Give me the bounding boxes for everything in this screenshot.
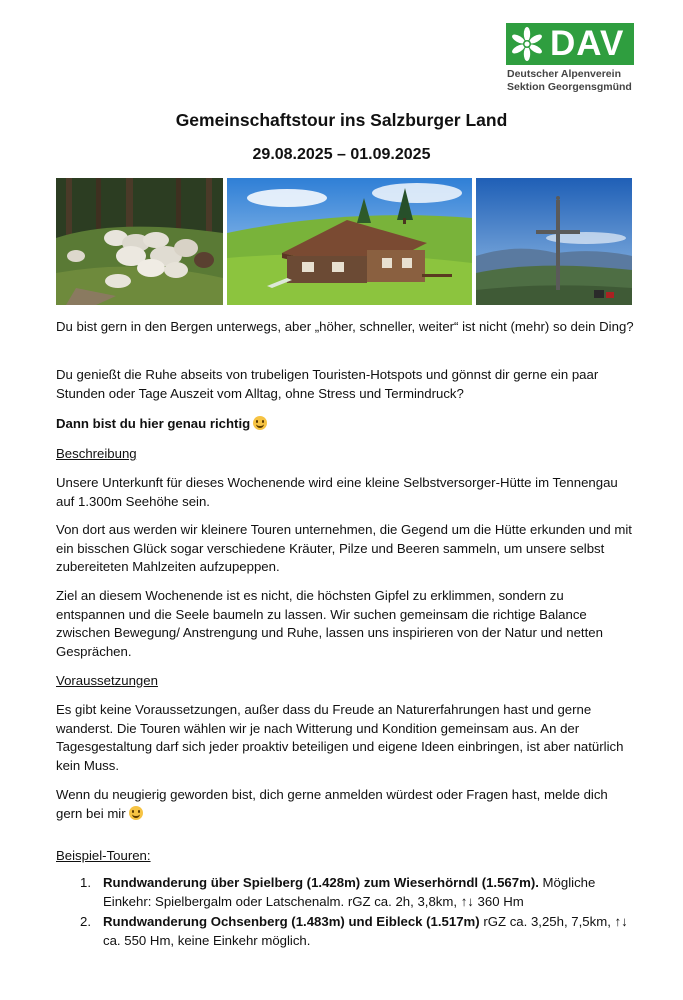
tour-details: Mögliche Einkehr: Spielbergalm oder Latschenalm. rGZ ca. 2h, 3,8km, ↑↓ 360 Hm [103,875,596,909]
mountain-hut-photo [227,178,472,305]
logo-line-2: Sektion Georgensgmünd [507,80,632,93]
voraussetzungen-paragraph-1: Es gibt keine Voraussetzungen, außer dass du Freude an Naturerfahrungen hast und gerne wanderst. Die Touren wählen wir je nach Witterung und Kondition gemeinsam aus. An der Tagesgestaltung darf sich jeder proaktiv beteiligen und eigene Ideen einbringen, ist aber natürlich kein Muss. [56,702,624,773]
contact-text: Wenn du neugierig geworden bist, dich gerne anmelden würdest oder Fragen hast, melde dich gern bei mir [56,787,608,821]
logo-badge [506,23,634,65]
tour-title: Rundwanderung Ochsenberg (1.483m) und Eibleck (1.517m) [103,914,480,930]
edelweiss-icon [509,26,545,62]
dav-logo [506,23,636,93]
intro-highlight [56,415,636,434]
smiley-icon [129,806,143,820]
voraussetzungen-heading: Voraussetzungen [56,673,158,688]
sheep-photo [56,178,223,305]
beschreibung-paragraph-2: Von dort aus werden wir kleinere Touren unternehmen, die Gegend um die Hütte erkunden und mit ein bisschen Glück sogar verschiedene Kräuter, Pilze und Beeren sammeln, um unsere selbst zubereiteten Mahlzeiten aufzupeppen. [56,522,632,575]
beschreibung-paragraph-1: Unsere Unterkunft für dieses Wochenende wird eine kleine Selbstversorger-Hütte im Tennengau auf 1.300m Seehöhe sein. [56,475,618,509]
tour-details: rGZ ca. 3,25h, 7,5km, ↑↓ ca. 550 Hm, keine Einkehr möglich. [103,914,628,948]
summit-cross-photo [476,178,632,305]
tour-date: 29.08.2025 – 01.09.2025 [252,146,431,163]
touren-heading: Beispiel-Touren: [56,848,151,863]
logo-short: DAV [550,24,625,63]
intro-highlight-text: Dann bist du hier genau richtig [56,416,251,431]
tour-list [56,874,636,952]
tour-title: Rundwanderung über Spielberg (1.428m) zum Wieserhörndl (1.567m). [103,875,539,890]
intro-paragraph-1: Du bist gern in den Bergen unterwegs, aber „höher, schneller, weiter“ ist nicht (mehr) so dein Ding? [56,319,634,334]
list-number: 1. [80,875,91,890]
logo-line-1: Deutscher Alpenverein [507,68,621,80]
smiley-icon [253,416,267,430]
list-item [56,874,636,911]
intro-paragraph-2: Du genießt die Ruhe abseits von trubeligen Touristen-Hotspots und gönnst dir gerne ein paar Stunden oder Tage Auszeit vom Alltag, ohne Stress und Termindruck? [56,367,599,401]
beschreibung-paragraph-3: Ziel an diesem Wochenende ist es nicht, die höchsten Gipfel zu erklimmen, sondern zu entspannen und die Seele baumeln zu lassen. Wir suchen gemeinsam die richtige Balance zwischen Bewegung/ Anstrengung und Ruhe, lassen uns inspirieren von der Natur und netten Gesprächen. [56,588,603,659]
beschreibung-heading: Beschreibung [56,446,137,461]
list-number: 2. [80,914,91,930]
voraussetzungen-paragraph-2 [56,786,636,823]
list-item [56,913,636,950]
page-title: Gemeinschaftstour ins Salzburger Land [175,110,508,130]
